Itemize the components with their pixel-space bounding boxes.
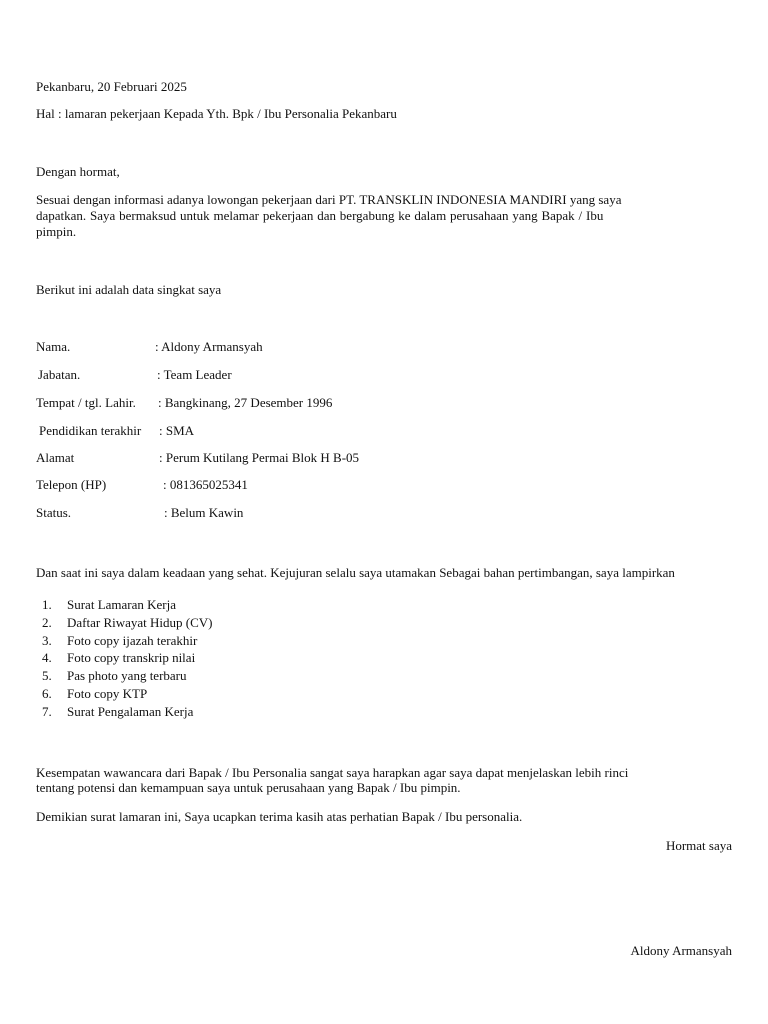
intro-line-3: pimpin. bbox=[36, 224, 77, 239]
list-item-number: 6. bbox=[42, 685, 52, 701]
list-item-text: Daftar Riwayat Hidup (CV) bbox=[67, 614, 213, 630]
field-value-address: : Perum Kutilang Permai Blok H B-05 bbox=[159, 450, 360, 465]
place-date: Pekanbaru, 20 Februari 2025 bbox=[36, 79, 187, 94]
list-item-number: 1. bbox=[42, 597, 52, 612]
field-value-name: : Aldony Armansyah bbox=[155, 339, 263, 354]
field-label-phone: Telepon (HP) bbox=[36, 477, 107, 492]
list-item-number: 2. bbox=[42, 614, 52, 630]
regards: Hormat saya bbox=[665, 838, 732, 853]
list-item-number: 5. bbox=[42, 668, 52, 684]
list-item-number: 4. bbox=[42, 650, 52, 666]
list-item-number: 3. bbox=[42, 632, 52, 648]
field-label-address: Alamat bbox=[36, 450, 75, 465]
health-statement: Dan saat ini saya dalam keadaan yang sehat. Kejujuran selalu saya utamakan Sebagai bahan pertimbangan, saya lampirkan bbox=[36, 565, 675, 580]
interview-line-2: tentang potensi dan kemampuan saya untuk perusahaan yang Bapak / Ibu pimpin. bbox=[36, 780, 461, 795]
field-value-birth: : Bangkinang, 27 Desember 1996 bbox=[158, 395, 333, 410]
subject-line: Hal : lamaran pekerjaan Kepada Yth. Bpk / Ibu Personalia Pekanbaru bbox=[36, 106, 397, 121]
field-label-status: Status. bbox=[36, 505, 72, 520]
signature-name: Aldony Armansyah bbox=[630, 943, 732, 958]
intro-line-2: dapatkan. Saya bermaksud untuk melamar pekerjaan dan bergabung ke dalam perusahaan yang Bapak / Ibu bbox=[36, 208, 604, 223]
intro-line-1: Sesuai dengan informasi adanya lowongan pekerjaan dari PT. TRANSKLIN INDONESIA MANDIRI yang saya bbox=[36, 192, 622, 207]
closing-statement: Demikian surat lamaran ini, Saya ucapkan terima kasih atas perhatian Bapak / Ibu personalia. bbox=[36, 809, 523, 824]
interview-line-1: Kesempatan wawancara dari Bapak / Ibu Personalia sangat saya harapkan agar saya dapat menjelaskan lebih rinci bbox=[36, 765, 629, 780]
list-item-number: 7. bbox=[42, 703, 52, 719]
field-value-status: : Belum Kawin bbox=[164, 505, 244, 520]
field-label-birth: Tempat / tgl. Lahir. bbox=[36, 395, 136, 410]
data-intro: Berikut ini adalah data singkat saya bbox=[36, 282, 222, 297]
greeting: Dengan hormat, bbox=[36, 164, 120, 179]
list-item-text: Foto copy ijazah terakhir bbox=[67, 632, 198, 648]
list-item-text: Pas photo yang terbaru bbox=[67, 668, 187, 684]
field-value-phone: : 081365025341 bbox=[163, 477, 248, 492]
list-item-text: Foto copy transkrip nilai bbox=[67, 650, 196, 666]
field-value-education: : SMA bbox=[159, 423, 195, 438]
field-label-position: Jabatan. bbox=[38, 367, 81, 382]
list-item-text: Surat Pengalaman Kerja bbox=[67, 703, 194, 719]
field-label-name: Nama. bbox=[36, 339, 71, 354]
list-item-text: Surat Lamaran Kerja bbox=[67, 597, 177, 612]
field-label-education: Pendidikan terakhir bbox=[39, 423, 142, 438]
field-value-position: : Team Leader bbox=[157, 367, 232, 382]
list-item-text: Foto copy KTP bbox=[67, 685, 148, 701]
